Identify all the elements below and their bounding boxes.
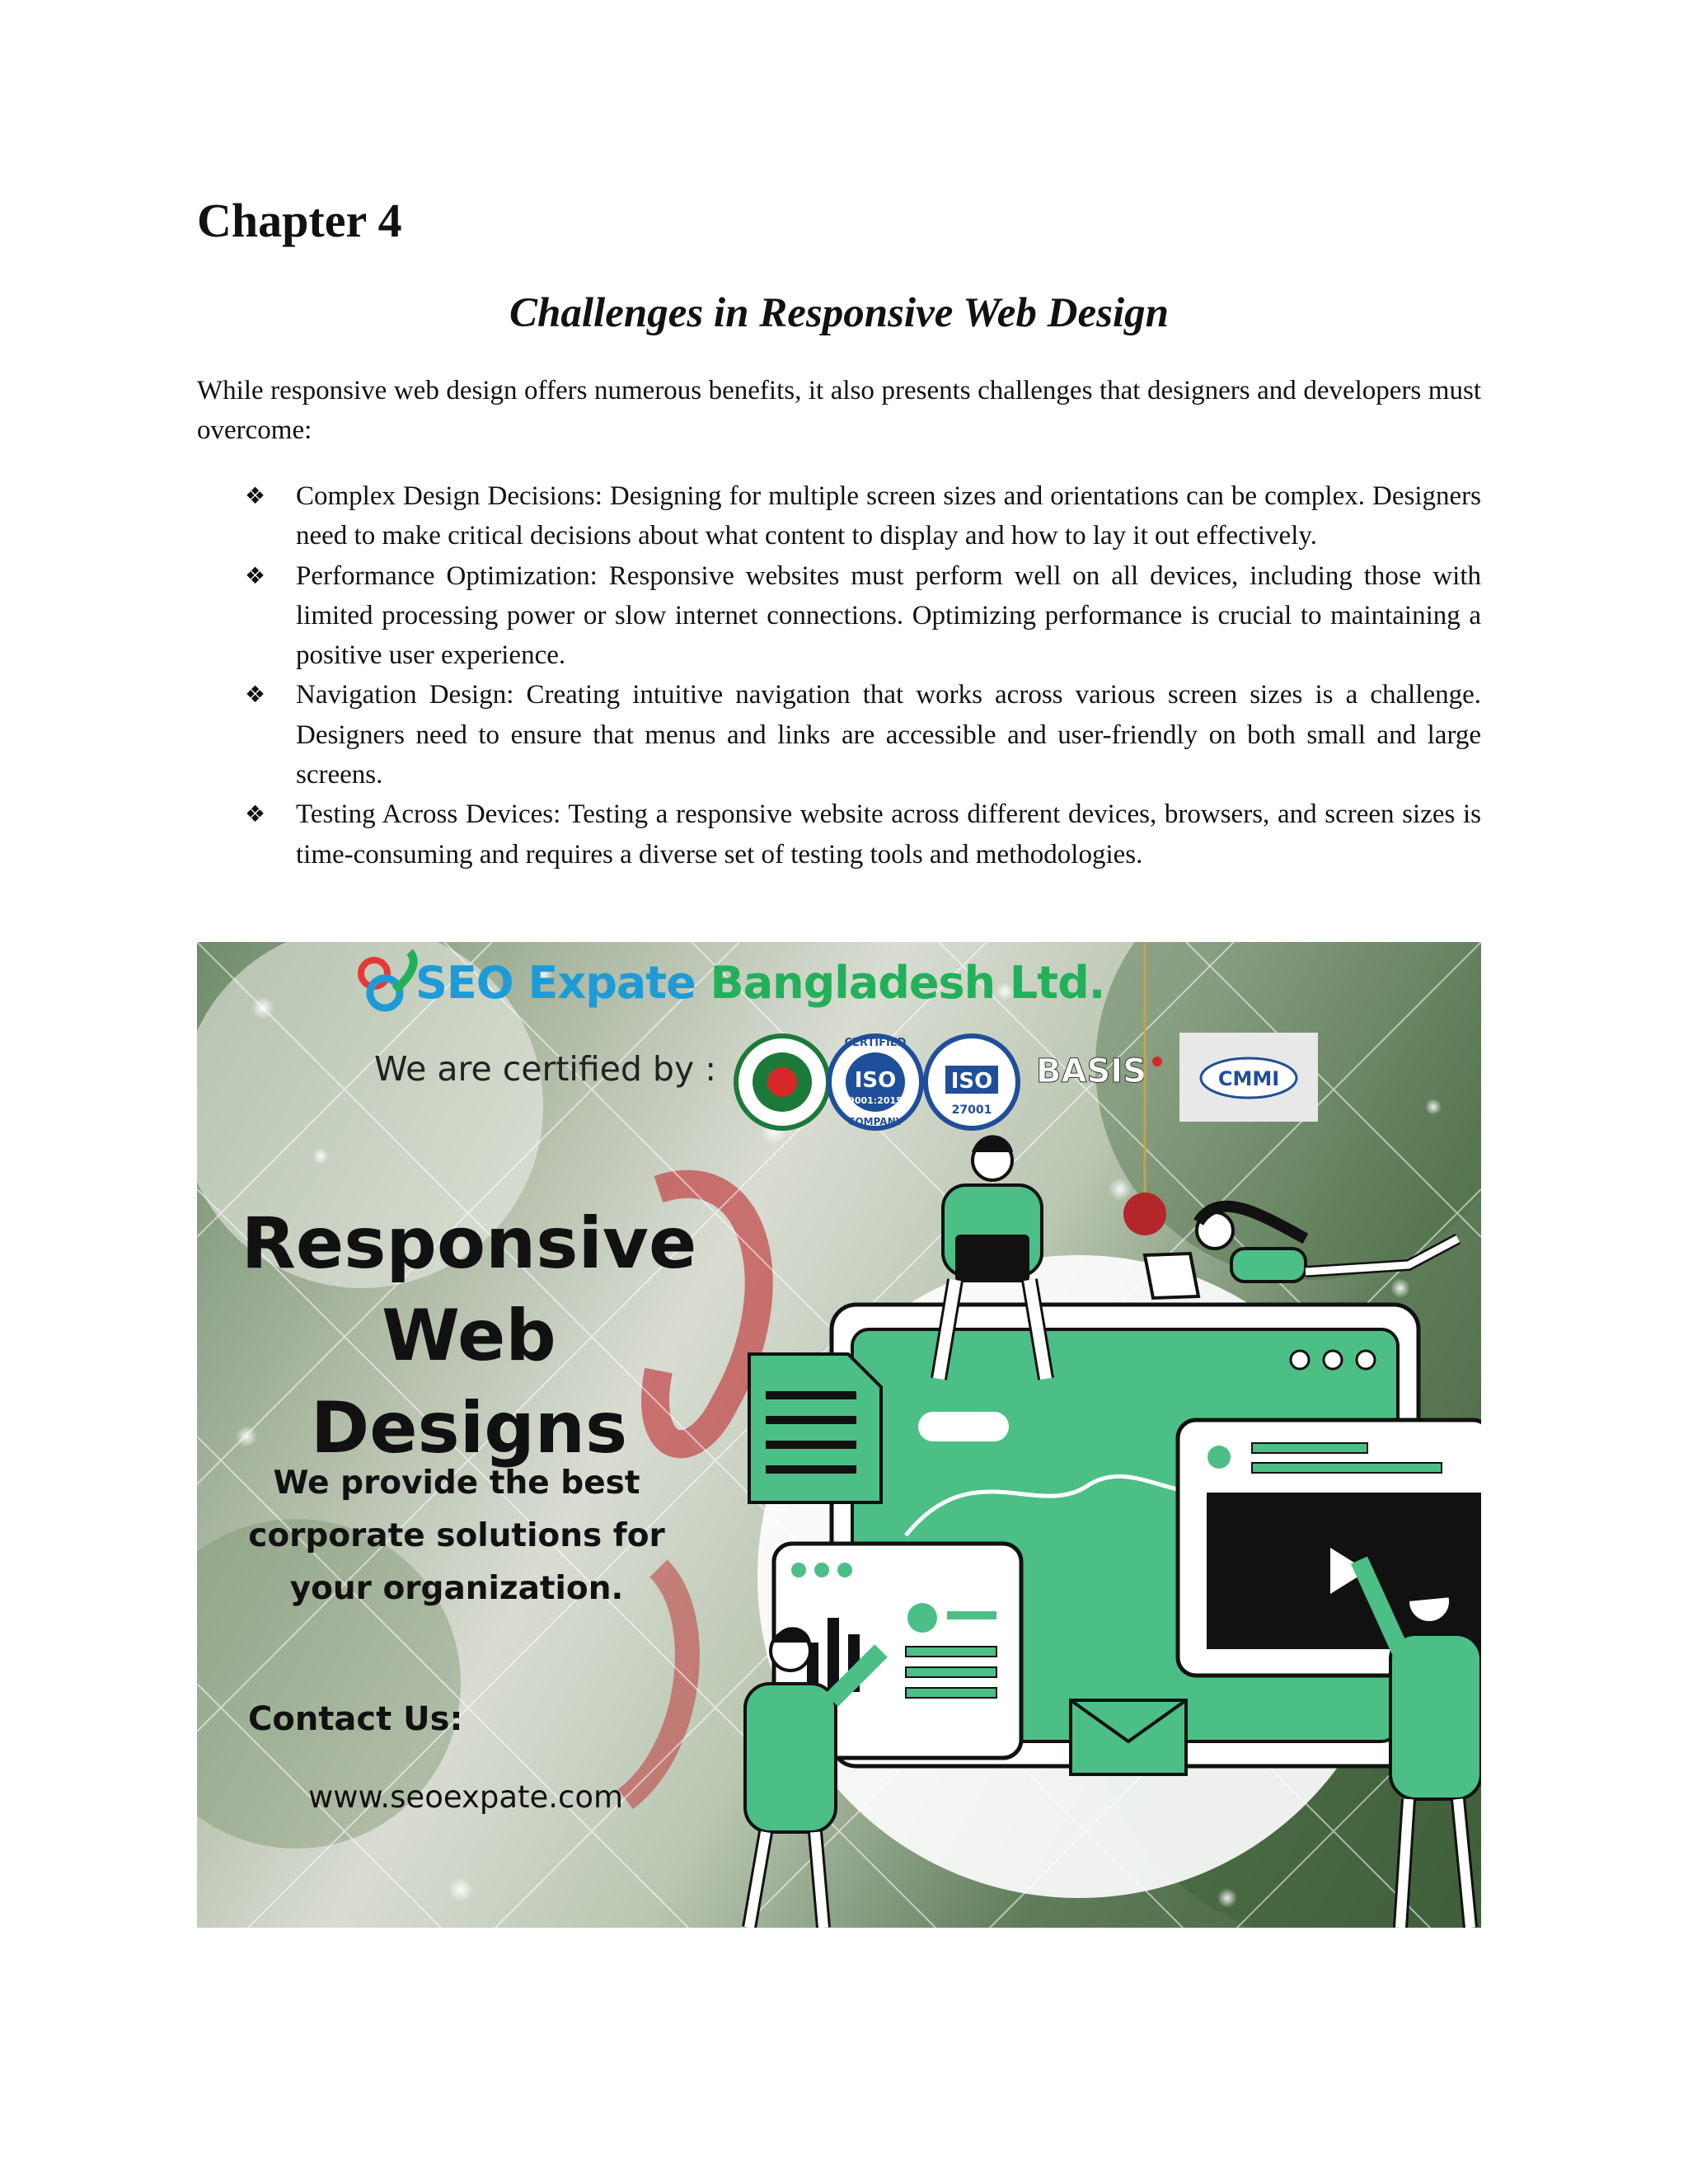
list-item	[197, 794, 1481, 874]
iso9001-top-text: CERTIFIED	[844, 1037, 907, 1049]
list-item-text: Complex Design Decisions: Designing for multiple screen sizes and orientations can be complex. Designers need to make critical decisions about what content to display and how to lay it out effectively.	[296, 481, 1481, 551]
certified-by-label: We are certified by :	[374, 1049, 717, 1089]
diamond-bullet-icon: ❖	[245, 482, 266, 509]
challenges-list	[197, 476, 1481, 874]
ornament-icon	[1123, 1193, 1166, 1235]
list-item-text: Performance Optimization: Responsive websites must perform well on all devices, including those with limited processing power or slow internet connections. Optimizing performance is crucial to maintaining a positive user experience.	[296, 560, 1481, 671]
document-icon	[749, 1354, 881, 1502]
cmmi-text: CMMI	[1217, 1067, 1280, 1090]
list-item	[197, 476, 1481, 556]
cmmi-logo	[1179, 1033, 1318, 1122]
banner-tagline-line1: We provide the best	[273, 1465, 640, 1502]
iso-27001-badge	[926, 1036, 1018, 1128]
brand-name	[415, 957, 1104, 1009]
intro-paragraph: While responsive web design offers numerous benefits, it also presents challenges that designers and developers must overcome:	[197, 376, 1481, 445]
contact-label: Contact Us:	[248, 1700, 463, 1738]
list-item-text: Navigation Design: Creating intuitive navigation that works across various screen sizes is a challenge. Designers need to ensure that menus and links are accessible and user-friendly on both small and large screens.	[296, 680, 1481, 790]
website-url: www.seoexpate.com	[308, 1779, 624, 1815]
diamond-bullet-icon: ❖	[245, 561, 266, 589]
section-title: Challenges in Responsive Web Design	[509, 290, 1169, 336]
banner-headline	[238, 1197, 700, 1474]
list-item	[197, 675, 1481, 794]
brand-name-part2: Bangladesh Ltd.	[710, 957, 1105, 1009]
iso9001-sub-text: 9001:2015	[848, 1095, 903, 1106]
envelope-icon	[1071, 1700, 1186, 1774]
chapter-heading: Chapter 4	[197, 194, 402, 247]
diamond-bullet-icon: ❖	[245, 681, 266, 709]
brand-name-part1: SEO Expate	[415, 957, 710, 1009]
banner-headline-line1: Responsive	[241, 1202, 697, 1285]
banner-tagline-line3: your organization.	[289, 1570, 624, 1607]
list-item	[197, 556, 1481, 676]
promo-banner-image	[197, 942, 1481, 1928]
list-item-text: Testing Across Devices: Testing a responsive website across different devices, browsers, and screen sizes is time-consuming and requires a diverse set of testing tools and methodologies.	[296, 799, 1481, 869]
banner-tagline-line2: corporate solutions for	[248, 1517, 665, 1554]
basis-text: BASIS	[1036, 1052, 1146, 1090]
iso27001-main-text: ISO	[950, 1069, 993, 1094]
iso-9001-badge	[829, 1036, 921, 1128]
iso9001-bottom-text: COMPANY	[847, 1116, 903, 1127]
iso27001-sub-text: 27001	[951, 1104, 992, 1117]
certificate-of-incorporation-seal	[736, 1036, 828, 1128]
iso9001-main-text: ISO	[854, 1068, 897, 1093]
basis-logo	[1036, 1052, 1162, 1090]
banner-tagline	[242, 1457, 671, 1615]
banner-headline-line2: Web Designs	[310, 1295, 628, 1469]
diamond-bullet-icon: ❖	[245, 800, 266, 828]
